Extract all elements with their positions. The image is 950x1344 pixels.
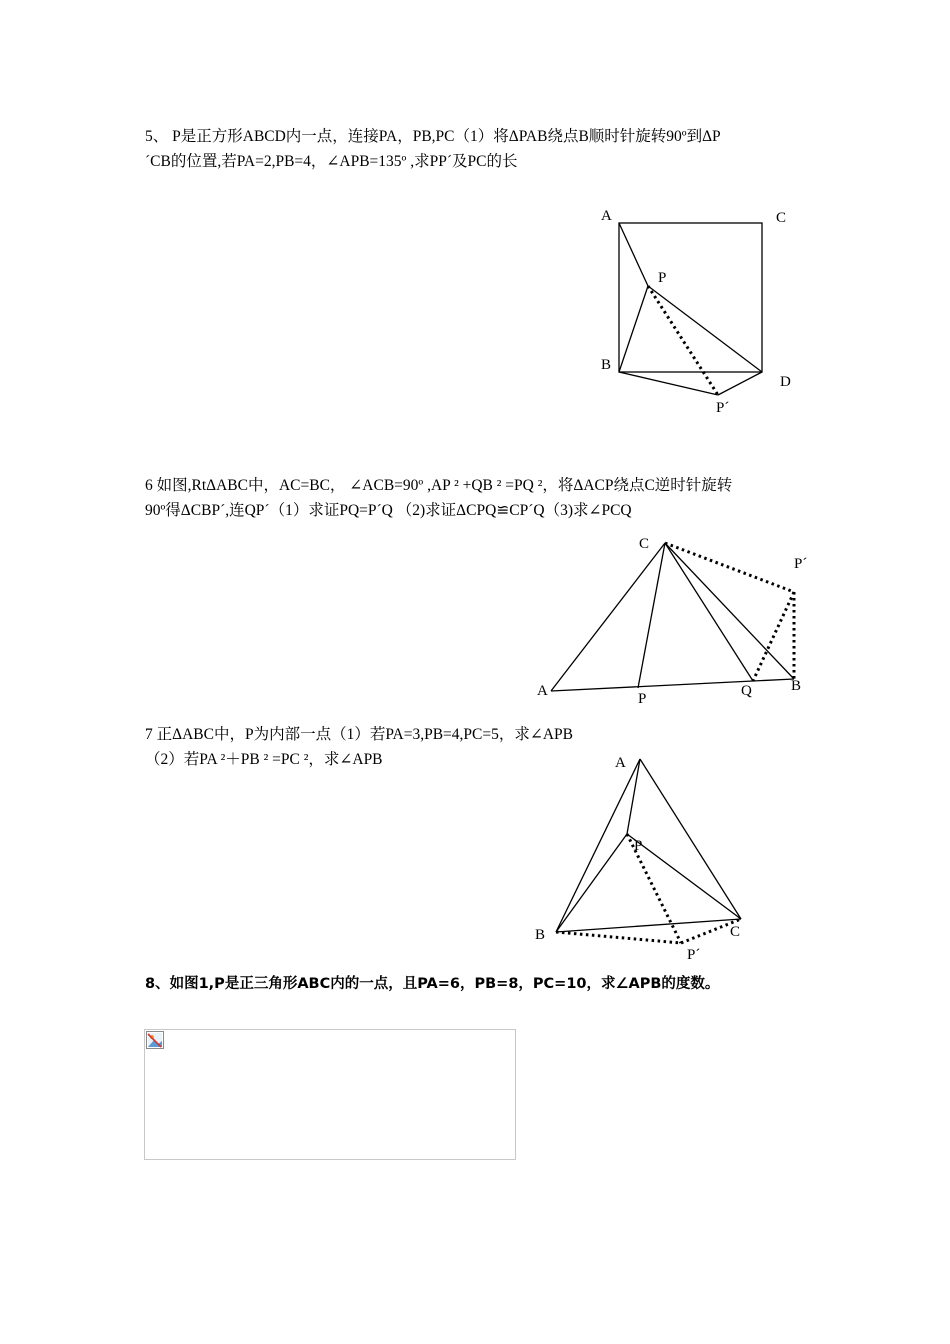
- label-c: C: [639, 536, 650, 552]
- label-p-prime: P´: [716, 400, 730, 416]
- problem-5-line-1: 5、 P是正方形ABCD内一点，连接PA，PB,PC（1）将ΔPAB绕点B顺时针旋转90º到ΔP: [145, 128, 721, 145]
- segment-pb: [556, 834, 627, 932]
- label-p-prime: P´: [687, 947, 701, 963]
- label-b: B: [535, 927, 546, 943]
- problem-7-line-1: 7 正ΔABC中，P为内部一点（1）若PA=3,PB=4,PC=5，求∠APB: [145, 726, 574, 743]
- segment-bc: [556, 919, 741, 932]
- label-q: Q: [741, 683, 752, 699]
- segment-ac: [640, 759, 741, 919]
- problem-7-line-2: （2）若PA ²＋PB ² =PC ²，求∠APB: [145, 751, 383, 768]
- segment-pc: [627, 834, 741, 919]
- dotted-segment-bp-prime: [556, 932, 681, 943]
- segment-ab: [556, 759, 643, 932]
- problem-6-line-1: 6 如图,RtΔABC中，AC=BC， ∠ACB=90º ,AP ² +QB ² =PQ ²，将ΔACP绕点C逆时针旋转: [145, 477, 733, 494]
- label-c: C: [776, 210, 787, 226]
- label-p: P: [638, 691, 647, 707]
- label-p: P: [658, 270, 667, 286]
- problem-8-line-1: 8、如图1,P是正三角形ABC内的一点，且PA=6，PB=8，PC=10，求∠APB的度数。: [145, 976, 720, 992]
- label-b: B: [791, 678, 802, 694]
- label-a: A: [537, 683, 548, 699]
- label-d: D: [780, 374, 791, 390]
- broken-image-icon: [146, 1031, 164, 1049]
- segment-ap: [627, 759, 640, 834]
- problem-6-line-2: 90º得ΔCBP´,连QP´（1）求证PQ=P´Q （2)求证ΔCPQ≌CP´Q（3)求∠PCQ: [145, 502, 632, 519]
- label-a: A: [601, 208, 612, 224]
- label-c: C: [730, 924, 741, 940]
- label-b: B: [601, 357, 612, 373]
- label-a: A: [615, 755, 626, 771]
- label-p: P: [634, 838, 643, 854]
- label-p-prime: P´: [794, 556, 808, 572]
- image-placeholder: [144, 1029, 516, 1160]
- problem-5-line-2: ´CB的位置,若PA=2,PB=4，∠APB=135º ,求PP´及PC的长: [145, 153, 518, 170]
